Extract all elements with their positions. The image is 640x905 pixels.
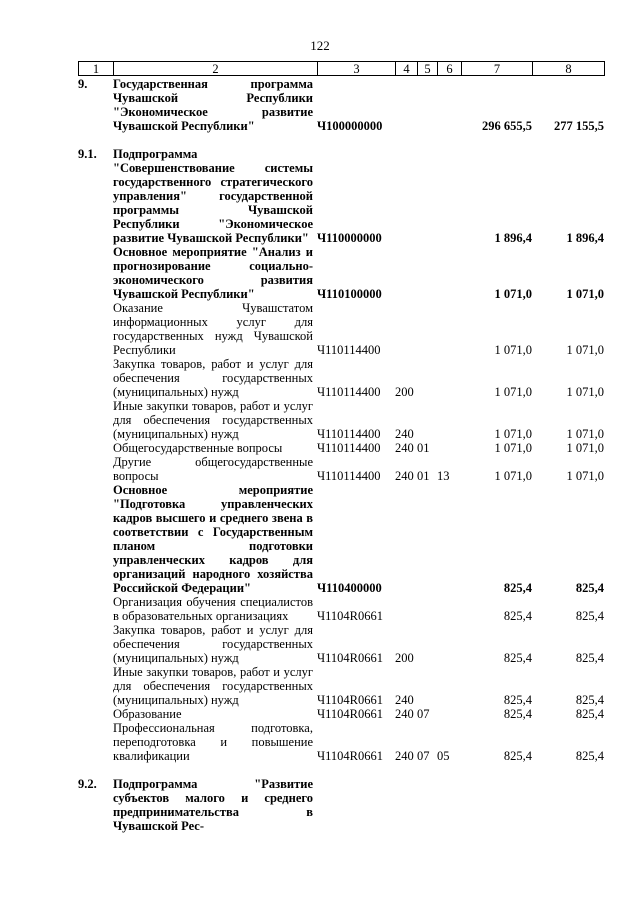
row-index [78, 665, 113, 707]
row-index [78, 483, 113, 595]
target-article-code: Ч110114400 [317, 385, 381, 399]
row-index: 9.2. [78, 777, 97, 791]
expense-type-code: 240 [395, 469, 414, 483]
expense-type-code: 240 [395, 693, 414, 707]
row-index [78, 441, 113, 455]
amount-col7: 296 655,5 [482, 119, 532, 133]
amount-col8: 277 155,5 [554, 119, 604, 133]
subsection-code: 13 [437, 469, 450, 483]
section-code [417, 357, 437, 399]
expense-type-code [395, 595, 417, 623]
expense-type-code [395, 77, 417, 133]
column-header: 3 [318, 62, 396, 76]
expense-type-code: 240 [395, 707, 414, 721]
amount-col7: 825,4 [503, 609, 532, 623]
expense-type-code [395, 763, 417, 833]
subsection-code [437, 441, 461, 455]
expense-type-code: 200 [395, 385, 414, 399]
amount-col8: 825,4 [575, 749, 604, 763]
subsection-code [437, 357, 461, 399]
amount-col8: 1 071,0 [566, 287, 604, 301]
amount-col8: 825,4 [575, 707, 604, 721]
subsection-code: 05 [437, 749, 450, 763]
expense-type-code [395, 483, 417, 595]
table-row [78, 721, 604, 763]
section-code [417, 245, 437, 301]
row-index [78, 707, 113, 721]
table-row [78, 357, 604, 399]
expense-type-code: 200 [395, 651, 414, 665]
row-description: Общегосударственные вопросы [113, 441, 283, 455]
row-index [78, 623, 113, 665]
table-row [78, 301, 604, 357]
section-code: 01 [417, 441, 430, 455]
table-row [78, 245, 604, 301]
target-article-code: Ч1104R0661 [317, 609, 383, 623]
row-description: Иные закупки товаров, работ и услуг для обеспечения государственных (муниципальных) нужд [113, 399, 313, 441]
amount-col7: 1 071,0 [494, 427, 532, 441]
subsection-code [437, 245, 461, 301]
expense-type-code: 240 [395, 441, 414, 455]
budget-table [78, 77, 604, 833]
section-code [417, 623, 437, 665]
target-article-code: Ч1104R0661 [317, 707, 383, 721]
section-code [417, 763, 437, 833]
row-index [78, 357, 113, 399]
subsection-code [437, 707, 461, 721]
table-row [78, 763, 604, 833]
target-article-code: Ч1104R0661 [317, 749, 383, 763]
column-header: 2 [114, 62, 318, 76]
table-row [78, 707, 604, 721]
table-row [78, 133, 604, 245]
amount-col8: 1 071,0 [566, 343, 604, 357]
target-article-code: Ч1104R0661 [317, 693, 383, 707]
target-article-code: Ч110114400 [317, 469, 381, 483]
section-code [417, 595, 437, 623]
table-row [78, 623, 604, 665]
section-code: 01 [417, 469, 430, 483]
expense-type-code [395, 245, 417, 301]
page-number: 122 [310, 38, 330, 53]
amount-col8: 1 071,0 [566, 427, 604, 441]
row-description: Закупка товаров, работ и услуг для обеспечения государственных (муниципальных) нужд [113, 623, 313, 665]
row-index: 9. [78, 77, 88, 91]
target-article-code: Ч110114400 [317, 343, 381, 357]
target-article-code [317, 763, 395, 833]
table-row [78, 441, 604, 455]
row-description: Профессиональная подготовка, переподготовка и повышение квалификации [113, 721, 313, 763]
row-index [78, 455, 113, 483]
expense-type-code [395, 301, 417, 357]
row-description: Закупка товаров, работ и услуг для обеспечения государственных (муниципальных) нужд [113, 357, 313, 399]
amount-col7: 825,4 [503, 693, 532, 707]
column-header: 1 [79, 62, 114, 76]
target-article-code: Ч1104R0661 [317, 651, 383, 665]
amount-col8: 1 896,4 [566, 231, 604, 245]
amount-col8: 825,4 [575, 609, 604, 623]
table-row [78, 455, 604, 483]
column-header: 7 [462, 62, 533, 76]
column-header: 4 [396, 62, 418, 76]
row-description: Основное мероприятие "Анализ и прогнозирование социально-экономического развития Чувашской Республики" [113, 245, 313, 301]
column-header: 6 [438, 62, 462, 76]
section-code: 07 [417, 749, 430, 763]
table-row [78, 77, 604, 133]
target-article-code: Ч100000000 [317, 119, 383, 133]
amount-col7: 1 071,0 [494, 469, 532, 483]
subsection-code [437, 399, 461, 441]
amount-col8: 1 071,0 [566, 441, 604, 455]
target-article-code: Ч110114400 [317, 441, 381, 455]
amount-col7: 825,4 [503, 581, 532, 595]
row-index [78, 301, 113, 357]
subsection-code [437, 623, 461, 665]
budget-table-body [78, 77, 604, 833]
row-index: 9.1. [78, 147, 97, 161]
amount-col8: 825,4 [575, 651, 604, 665]
expense-type-code [395, 133, 417, 245]
row-index [78, 721, 113, 763]
section-code [417, 77, 437, 133]
amount-col8: 825,4 [575, 693, 604, 707]
target-article-code: Ч110400000 [317, 581, 382, 595]
subsection-code [437, 665, 461, 707]
section-code [417, 301, 437, 357]
target-article-code: Ч110114400 [317, 427, 381, 441]
section-code: 07 [417, 707, 430, 721]
amount-col7: 825,4 [503, 749, 532, 763]
target-article-code: Ч110000000 [317, 231, 382, 245]
subsection-code [437, 763, 461, 833]
row-description: Оказание Чувашстатом информационных услуг для государственных нужд Чувашской Республики [113, 301, 313, 357]
amount-col7: 1 071,0 [494, 441, 532, 455]
amount-col7: 825,4 [503, 707, 532, 721]
subsection-code [437, 595, 461, 623]
subsection-code [437, 77, 461, 133]
amount-col7: 1 071,0 [494, 287, 532, 301]
subsection-code [437, 301, 461, 357]
amount-col8: 1 071,0 [566, 469, 604, 483]
amount-col7 [461, 763, 532, 833]
subsection-code [437, 483, 461, 595]
column-header: 5 [418, 62, 438, 76]
section-code [417, 399, 437, 441]
row-index [78, 399, 113, 441]
target-article-code: Ч110100000 [317, 287, 382, 301]
amount-col8: 825,4 [575, 581, 604, 595]
subsection-code [437, 133, 461, 245]
amount-col7: 825,4 [503, 651, 532, 665]
table-row [78, 595, 604, 623]
section-code [417, 665, 437, 707]
row-description: Образование [113, 707, 182, 721]
column-header-row [79, 62, 605, 76]
row-description: Организация обучения специалистов в образовательных организациях [113, 595, 313, 623]
amount-col7: 1 896,4 [494, 231, 532, 245]
table-row [78, 399, 604, 441]
expense-type-code: 240 [395, 427, 414, 441]
amount-col7: 1 071,0 [494, 385, 532, 399]
row-description: Подпрограмма "Совершенствование системы государственного стратегического управления" государственной программы Чувашской Республики "Экономическое развитие Чувашской Республики" [113, 147, 313, 245]
row-description: Основное мероприятие "Подготовка управленческих кадров высшего и среднего звена в соответствии с Государственным планом подготовки управленческих кадров для организаций народного хозяйства Российской Федерации" [113, 483, 313, 595]
column-header: 8 [533, 62, 605, 76]
amount-col8 [532, 763, 604, 833]
row-description: Подпрограмма "Развитие субъектов малого и среднего предпринимательства в Чувашской Рес- [113, 777, 313, 833]
row-index [78, 595, 113, 623]
section-code [417, 133, 437, 245]
amount-col7: 1 071,0 [494, 343, 532, 357]
section-code [417, 483, 437, 595]
row-description: Иные закупки товаров, работ и услуг для обеспечения государственных (муниципальных) нужд [113, 665, 313, 707]
table-row [78, 665, 604, 707]
column-header-table [78, 61, 605, 76]
amount-col8: 1 071,0 [566, 385, 604, 399]
row-description: Государственная программа Чувашской Республики "Экономическое развитие Чувашской Республики" [113, 77, 313, 133]
row-description: Другие общегосударственные вопросы [113, 455, 313, 483]
expense-type-code: 240 [395, 749, 414, 763]
row-index [78, 245, 113, 301]
table-row [78, 483, 604, 595]
